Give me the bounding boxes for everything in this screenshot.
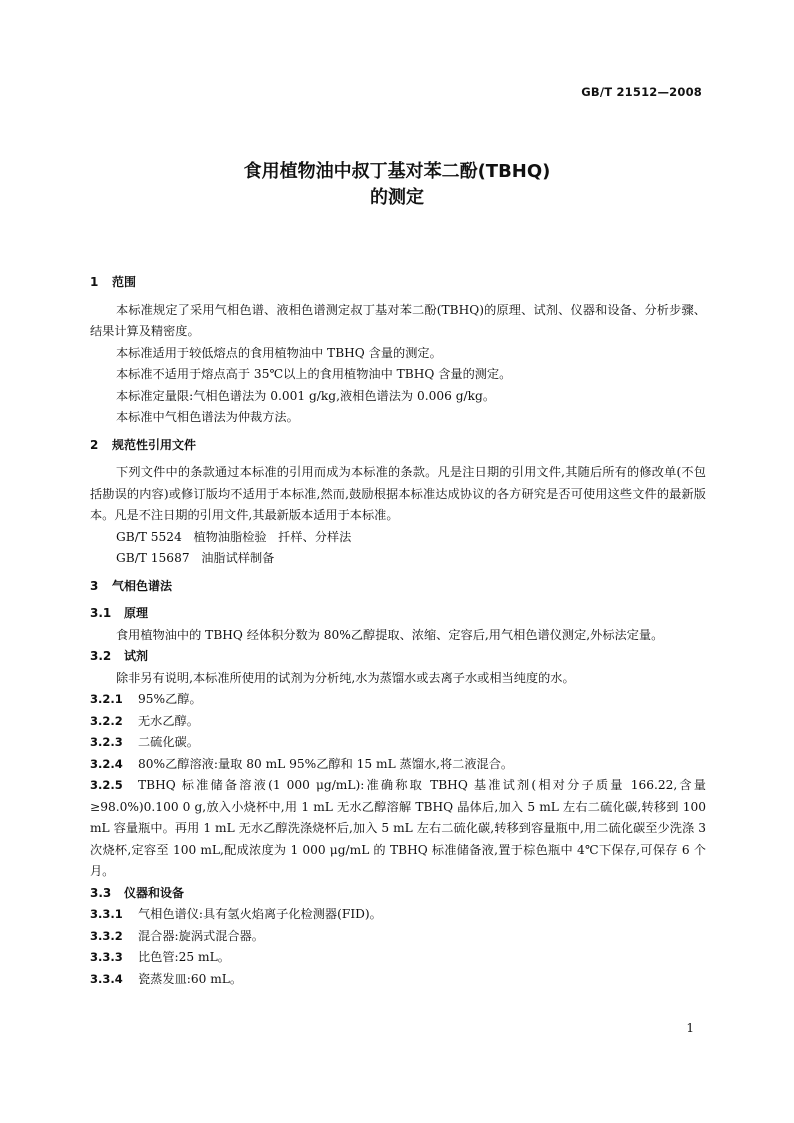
paragraph: 本标准不适用于熔点高于 35℃以上的食用植物油中 TBHQ 含量的测定。 (116, 367, 512, 381)
subsection-heading: 3.3 仪器和设备 (90, 885, 185, 900)
standard-code: GB/T 21512—2008 (581, 85, 702, 99)
paragraph: 食用植物油中的 TBHQ 经体积分数为 80%乙醇提取、浓缩、定容后,用气相色谱仪测定,外标法定量。 (116, 627, 664, 642)
section-heading: 2 规范性引用文件 (90, 437, 197, 452)
paragraph: 本标准规定了采用气相色谱、液相色谱测定叔丁基对苯二酚(TBHQ)的原理、试剂、仪器和设备、分析步骤、结果计算及精密度。 (90, 302, 706, 338)
page-number: 1 (686, 1021, 694, 1035)
clause-item: 3.2.4 80%乙醇溶液:量取 80 mL 95%乙醇和 15 mL 蒸馏水,将二液混合。 (90, 756, 514, 771)
section-heading: 1 范围 (90, 275, 137, 289)
paragraph: 除非另有说明,本标准所使用的试剂为分析纯,水为蒸馏水或去离子水或相当纯度的水。 (116, 670, 575, 685)
reference-item: GB/T 5524 植物油脂检验 扦样、分样法 (116, 529, 352, 544)
document-body (90, 266, 706, 990)
clause-item: 3.3.2 混合器:旋涡式混合器。 (90, 928, 264, 943)
section-heading: 3 气相色谱法 (90, 578, 173, 593)
clause-item: 3.2.2 无水乙醇。 (90, 713, 199, 728)
reference-item: GB/T 15687 油脂试样制备 (116, 551, 275, 565)
clause-item: 3.2.1 95%乙醇。 (90, 692, 202, 706)
clause-item: 3.2.3 二硫化碳。 (90, 735, 199, 749)
document-title: 食用植物油中叔丁基对苯二酚(TBHQ) (243, 161, 551, 182)
clause-item: 3.3.4 瓷蒸发皿:60 mL。 (90, 971, 243, 986)
document-title-line2: 的测定 (370, 187, 424, 208)
clause-item: 3.2.5 TBHQ 标准储备溶液(1 000 μg/mL):准确称取 TBHQ 基准试剂(相对分子质量 166.22,含量≥98.0%)0.100 0 g,放入小烧杯中,用 1 mL 无水乙醇溶解 TBHQ 晶体后,加入 5 mL 左右二硫化碳,转移到 100 mL 容量瓶中。再用 1 mL 无水乙醇洗涤烧杯后,加入 5 mL 左右二硫化碳,转移到容量瓶中,用二硫化碳至少洗涤 3 次烧杯,定容至 100 mL,配成浓度为 1 000 μg/mL 的 TBHQ 标准储备液,置于棕色瓶中 4℃下保存,可保存 6 个月。 (90, 778, 706, 878)
clause-item: 3.3.3 比色管:25 mL。 (90, 950, 230, 964)
paragraph: 本标准适用于较低熔点的食用植物油中 TBHQ 含量的测定。 (116, 345, 442, 360)
clause-item: 3.3.1 气相色谱仪:具有氢火焰离子化检测器(FID)。 (90, 907, 382, 921)
subsection-heading: 3.2 试剂 (90, 649, 149, 663)
subsection-heading: 3.1 原理 (90, 606, 149, 620)
paragraph: 本标准中气相色谱法为仲裁方法。 (116, 410, 299, 424)
paragraph: 本标准定量限:气相色谱法为 0.001 g/kg,液相色谱法为 0.006 g/kg。 (116, 388, 496, 403)
paragraph: 下列文件中的条款通过本标准的引用而成为本标准的条款。凡是注日期的引用文件,其随后所有的修改单(不包括勘误的内容)或修订版均不适用于本标准,然而,鼓励根据本标准达成协议的各方研究是否可使用这些文件的最新版本。凡是不注日期的引用文件,其最新版本适用于本标准。 (90, 465, 706, 522)
